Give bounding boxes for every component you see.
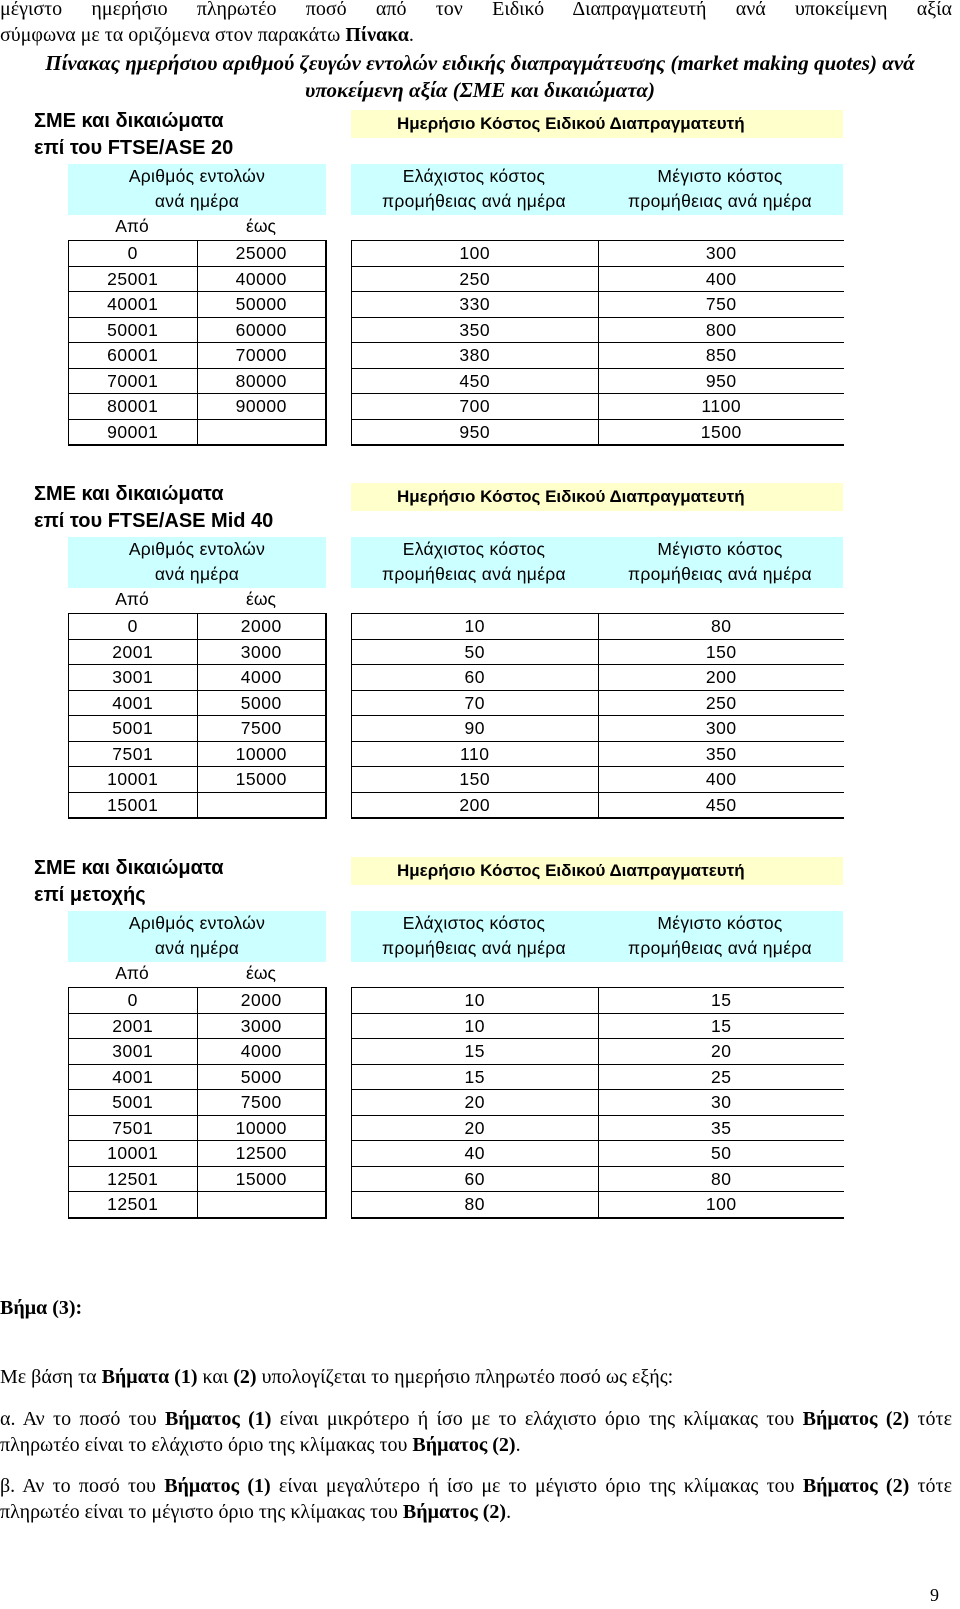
cell-max-cost: 300 [705, 243, 737, 263]
table-row [69, 767, 325, 793]
orders-range-table [68, 987, 327, 1219]
cell-max-cost: 350 [705, 743, 737, 764]
cell-from: 50001 [69, 318, 198, 343]
paragraph-b [0, 1473, 952, 1525]
section-title-line-1: ΣΜΕ και δικαιώματα [34, 483, 224, 505]
cell-from: 12501 [69, 1167, 198, 1192]
table-row [352, 420, 844, 445]
cell-min-cost: 950 [352, 420, 599, 445]
cell-max-cost: 1500 [700, 421, 742, 442]
min-cost-header-line-1: Ελάχιστος κόστος [402, 913, 546, 933]
step-intro-ref-1: Βήματα (1) [101, 1366, 198, 1388]
max-cost-header-line-1: Μέγιστο κόστος [657, 166, 783, 186]
cell-to: 90000 [235, 396, 287, 416]
table-row [352, 665, 844, 691]
cell-from: 7501 [69, 1116, 198, 1141]
section-title [34, 481, 273, 535]
cell-from: 3001 [69, 665, 198, 690]
cell-max-cost: 15 [711, 990, 732, 1010]
min-cost-header-line-2: προμήθειας ανά ημέρα [382, 191, 566, 211]
cell-max-cost: 800 [705, 319, 737, 340]
cell-max-cost: 450 [705, 794, 737, 815]
cell-min-cost: 350 [352, 318, 599, 343]
cell-from: 0 [69, 988, 198, 1013]
cell-max-cost: 80 [711, 1168, 732, 1189]
table-row [69, 318, 325, 344]
cell-from: 5001 [69, 716, 198, 741]
intro-line-2 [0, 22, 414, 48]
from-header: Από [115, 589, 149, 609]
table-row [69, 1116, 325, 1142]
cell-min-cost: 150 [352, 767, 599, 792]
table-row [352, 1167, 844, 1193]
cell-from: 25001 [69, 267, 198, 292]
table-row [69, 369, 325, 395]
table-row [352, 369, 844, 395]
table-row [352, 267, 844, 293]
cell-min-cost: 20 [352, 1116, 599, 1141]
cost-header-band [351, 857, 843, 885]
cost-header-band [351, 110, 843, 138]
cell-from: 5001 [69, 1090, 198, 1115]
table-row [352, 742, 844, 768]
paragraph-a [0, 1406, 952, 1458]
cell-from: 60001 [69, 343, 198, 368]
to-header: έως [246, 963, 276, 983]
cell-to: 5000 [240, 1066, 282, 1087]
step-intro-rest: υπολογίζεται το ημερήσιο πληρωτέο ποσό ως εξής: [256, 1366, 674, 1388]
cost-header-label: Ημερήσιο Κόστος Ειδικού Διαπραγματευτή [397, 861, 745, 880]
table-row [69, 793, 325, 818]
cost-table [351, 240, 844, 446]
cell-max-cost: 150 [705, 641, 737, 662]
cell-min-cost: 60 [352, 1167, 599, 1192]
cell-to: 12500 [235, 1143, 287, 1163]
cell-max-cost: 850 [705, 345, 737, 365]
cost-header-label: Ημερήσιο Κόστος Ειδικού Διαπραγματευτή [397, 114, 745, 133]
cell-max-cost: 25 [711, 1066, 732, 1087]
table-caption: Πίνακας ημερήσιου αριθμού ζευγών εντολών ειδικής διαπραγμάτευσης (market making quotes) ανά υποκείμενη αξία (ΣΜΕ και δικαιώματα) [45, 51, 915, 102]
cell-to: 15000 [235, 769, 287, 789]
table-row [69, 614, 325, 640]
cell-to: 7500 [240, 1092, 282, 1112]
cell-from: 2001 [69, 1014, 198, 1039]
section-title-line-2: επί μετοχής [34, 884, 146, 906]
cell-from: 4001 [69, 691, 198, 716]
max-cost-header-line-1: Μέγιστο κόστος [657, 539, 783, 559]
cell-from: 2001 [69, 640, 198, 665]
min-cost-header-line-1: Ελάχιστος κόστος [402, 166, 546, 186]
page-number: 9 [930, 1585, 939, 1605]
cell-max-cost: 20 [711, 1041, 732, 1061]
min-cost-header [351, 537, 597, 587]
cell-min-cost: 70 [352, 691, 599, 716]
para-b-text-1: β. Αν το ποσό του [0, 1475, 165, 1497]
cell-from: 90001 [69, 420, 198, 445]
cell-from: 4001 [69, 1065, 198, 1090]
cell-to: 4000 [240, 1041, 282, 1061]
para-b-ref-1: Βήματος (1) [164, 1475, 271, 1497]
cell-to: 7500 [240, 718, 282, 738]
table-row [69, 1014, 325, 1040]
cell-min-cost: 90 [352, 716, 599, 741]
table-row [352, 691, 844, 717]
cell-min-cost: 110 [352, 742, 599, 767]
table-row [352, 318, 844, 344]
orders-header-line-1: Αριθμός εντολών [128, 539, 266, 559]
para-b-ref-2: Βήματος (2) [802, 1475, 910, 1497]
cell-min-cost: 700 [352, 394, 599, 419]
table-row [352, 614, 844, 640]
max-cost-header-line-2: προμήθειας ανά ημέρα [628, 191, 812, 211]
table-row [352, 1192, 844, 1217]
para-b-text-3: τότε πληρωτέο είναι το μέγιστο όριο της κλίμακας του [0, 1475, 952, 1523]
cell-max-cost: 250 [705, 692, 737, 713]
para-b-ref-3: Βήματος (2) [402, 1501, 507, 1523]
table-row [352, 1014, 844, 1040]
table-row [352, 767, 844, 793]
cell-from: 7501 [69, 742, 198, 767]
table-row [69, 420, 325, 445]
cell-min-cost: 380 [352, 343, 599, 368]
table-row [69, 292, 325, 318]
table-row [69, 742, 325, 768]
cell-to: 2000 [240, 616, 282, 636]
orders-range-table [68, 240, 327, 446]
table-section [0, 481, 960, 826]
orders-header-line-2: ανά ημέρα [154, 564, 240, 584]
cell-to: 50000 [235, 294, 287, 314]
para-a-period: . [515, 1434, 521, 1456]
cell-from: 10001 [69, 767, 198, 792]
max-cost-header [597, 164, 843, 214]
table-row [352, 1065, 844, 1091]
cell-max-cost: 80 [711, 616, 732, 636]
cell-to: 25000 [235, 243, 287, 263]
orders-range-table [68, 613, 327, 819]
step-intro-and: και [197, 1366, 234, 1388]
table-row [352, 292, 844, 318]
table-row [69, 640, 325, 666]
table-row [352, 1090, 844, 1116]
table-row [69, 1065, 325, 1091]
to-header: έως [246, 216, 276, 236]
orders-per-day-header [68, 164, 326, 214]
intro-line-2-bold: Πίνακα [345, 24, 409, 46]
orders-header-line-1: Αριθμός εντολών [128, 166, 266, 186]
section-title [34, 855, 224, 909]
max-cost-header-line-2: προμήθειας ανά ημέρα [628, 564, 812, 584]
cell-from: 15001 [69, 793, 198, 818]
cell-min-cost: 50 [352, 640, 599, 665]
cell-to: 60000 [235, 319, 287, 340]
cell-max-cost: 300 [705, 718, 737, 738]
para-a-ref-1: Βήματος (1) [164, 1408, 272, 1430]
orders-header-line-2: ανά ημέρα [154, 938, 240, 958]
para-a-ref-3: Βήματος (2) [412, 1434, 516, 1456]
cell-from: 0 [69, 241, 198, 266]
from-header: Από [115, 216, 149, 236]
table-row [352, 1141, 844, 1167]
cell-min-cost: 10 [352, 1014, 599, 1039]
intro-line-1: μέγιστο ημερήσιο πληρωτέο ποσό από τον Ειδικό Διαπραγματευτή ανά υποκείμενη αξία [0, 0, 952, 20]
table-row [69, 665, 325, 691]
intro-line-2-text: σύμφωνα με τα οριζόμενα στον παρακάτω [0, 24, 346, 46]
para-b-text-2: είναι μεγαλύτερο ή ίσο με το μέγιστο όριο της κλίμακας του [270, 1475, 803, 1497]
to-header: έως [246, 589, 276, 609]
cell-from: 12501 [69, 1192, 198, 1217]
para-a-text-1: α. Αν το ποσό του [0, 1408, 165, 1430]
table-row [69, 343, 325, 369]
para-a-text-3: τότε πληρωτέο είναι το ελάχιστο όριο της κλίμακας του [0, 1408, 952, 1456]
cell-max-cost: 400 [705, 268, 737, 289]
cell-min-cost: 250 [352, 267, 599, 292]
cell-to: 70000 [235, 345, 287, 365]
table-row [69, 716, 325, 742]
para-b-period: . [506, 1501, 512, 1523]
cell-to: 2000 [240, 990, 282, 1010]
max-cost-header [597, 537, 843, 587]
cell-max-cost: 100 [705, 1194, 737, 1214]
step-intro [0, 1364, 940, 1390]
section-title [34, 108, 233, 162]
cell-max-cost: 35 [711, 1117, 732, 1138]
table-row [352, 716, 844, 742]
cell-min-cost: 200 [352, 793, 599, 818]
cell-max-cost: 15 [711, 1015, 732, 1036]
orders-header-line-1: Αριθμός εντολών [128, 913, 266, 933]
cell-to: 10000 [235, 1117, 287, 1138]
cell-min-cost: 100 [352, 241, 599, 266]
max-cost-header [597, 911, 843, 961]
cell-from: 70001 [69, 369, 198, 394]
cell-to [198, 793, 326, 818]
table-section [0, 108, 960, 453]
cell-from: 80001 [69, 394, 198, 419]
table-section [0, 855, 960, 1214]
cell-min-cost: 40 [352, 1141, 599, 1166]
cell-from: 3001 [69, 1039, 198, 1064]
para-a-text-2: είναι μικρότερο ή ίσο με το ελάχιστο όριο της κλίμακας του [271, 1408, 803, 1430]
cell-min-cost: 10 [352, 988, 599, 1013]
table-row [69, 988, 325, 1014]
section-title-line-2: επί του FTSE/ASE 20 [34, 137, 234, 159]
table-row [352, 343, 844, 369]
cost-header-label: Ημερήσιο Κόστος Ειδικού Διαπραγματευτή [397, 487, 745, 506]
cell-to: 40000 [235, 268, 287, 289]
cell-to: 3000 [240, 641, 282, 662]
cell-min-cost: 15 [352, 1039, 599, 1064]
cell-min-cost: 80 [352, 1192, 599, 1217]
table-row [352, 1039, 844, 1065]
cell-max-cost: 200 [705, 667, 737, 687]
table-row [69, 267, 325, 293]
cell-to [198, 420, 326, 445]
section-title-line-1: ΣΜΕ και δικαιώματα [34, 857, 224, 879]
min-cost-header-line-2: προμήθειας ανά ημέρα [382, 564, 566, 584]
cell-to: 3000 [240, 1015, 282, 1036]
table-row [69, 1141, 325, 1167]
cell-min-cost: 450 [352, 369, 599, 394]
table-row [352, 793, 844, 818]
table-row [69, 691, 325, 717]
cell-min-cost: 60 [352, 665, 599, 690]
table-row [69, 394, 325, 420]
table-row [352, 394, 844, 420]
from-header: Από [115, 963, 149, 983]
table-row [69, 241, 325, 267]
orders-per-day-header [68, 537, 326, 587]
cost-table [351, 613, 844, 819]
cell-to [198, 1192, 326, 1217]
orders-header-line-2: ανά ημέρα [154, 191, 240, 211]
table-row [69, 1167, 325, 1193]
min-cost-header [351, 911, 597, 961]
cell-to: 4000 [240, 667, 282, 687]
cell-min-cost: 15 [352, 1065, 599, 1090]
min-cost-header [351, 164, 597, 214]
cell-from: 0 [69, 614, 198, 639]
para-a-ref-2: Βήματος (2) [802, 1408, 910, 1430]
table-row [69, 1192, 325, 1217]
cell-max-cost: 1100 [701, 396, 742, 416]
table-row [352, 988, 844, 1014]
table-row [69, 1039, 325, 1065]
cost-header-band [351, 483, 843, 511]
step-heading: Βήμα (3): [0, 1297, 83, 1319]
section-title-line-1: ΣΜΕ και δικαιώματα [34, 110, 224, 132]
cell-min-cost: 10 [352, 614, 599, 639]
cell-to: 5000 [240, 692, 282, 713]
max-cost-header-line-2: προμήθειας ανά ημέρα [628, 938, 812, 958]
cell-to: 15000 [235, 1168, 287, 1189]
cell-min-cost: 330 [352, 292, 599, 317]
table-row [352, 640, 844, 666]
cell-from: 40001 [69, 292, 198, 317]
step-intro-ref-2: (2) [233, 1366, 257, 1388]
cell-max-cost: 50 [711, 1143, 732, 1163]
max-cost-header-line-1: Μέγιστο κόστος [657, 913, 783, 933]
cell-max-cost: 950 [705, 370, 737, 391]
cell-max-cost: 30 [711, 1092, 732, 1112]
cell-to: 80000 [235, 370, 287, 391]
orders-per-day-header [68, 911, 326, 961]
step-intro-text: Με βάση τα [0, 1366, 102, 1388]
cell-max-cost: 750 [705, 294, 737, 314]
section-title-line-2: επί του FTSE/ASE Mid 40 [34, 510, 274, 532]
cost-table [351, 987, 844, 1219]
table-row [352, 241, 844, 267]
table-row [69, 1090, 325, 1116]
cell-min-cost: 20 [352, 1090, 599, 1115]
cell-to: 10000 [235, 743, 287, 764]
min-cost-header-line-2: προμήθειας ανά ημέρα [382, 938, 566, 958]
intro-line-2-period: . [408, 24, 414, 46]
table-row [352, 1116, 844, 1142]
cell-from: 10001 [69, 1141, 198, 1166]
min-cost-header-line-1: Ελάχιστος κόστος [402, 539, 546, 559]
cell-max-cost: 400 [705, 769, 737, 789]
